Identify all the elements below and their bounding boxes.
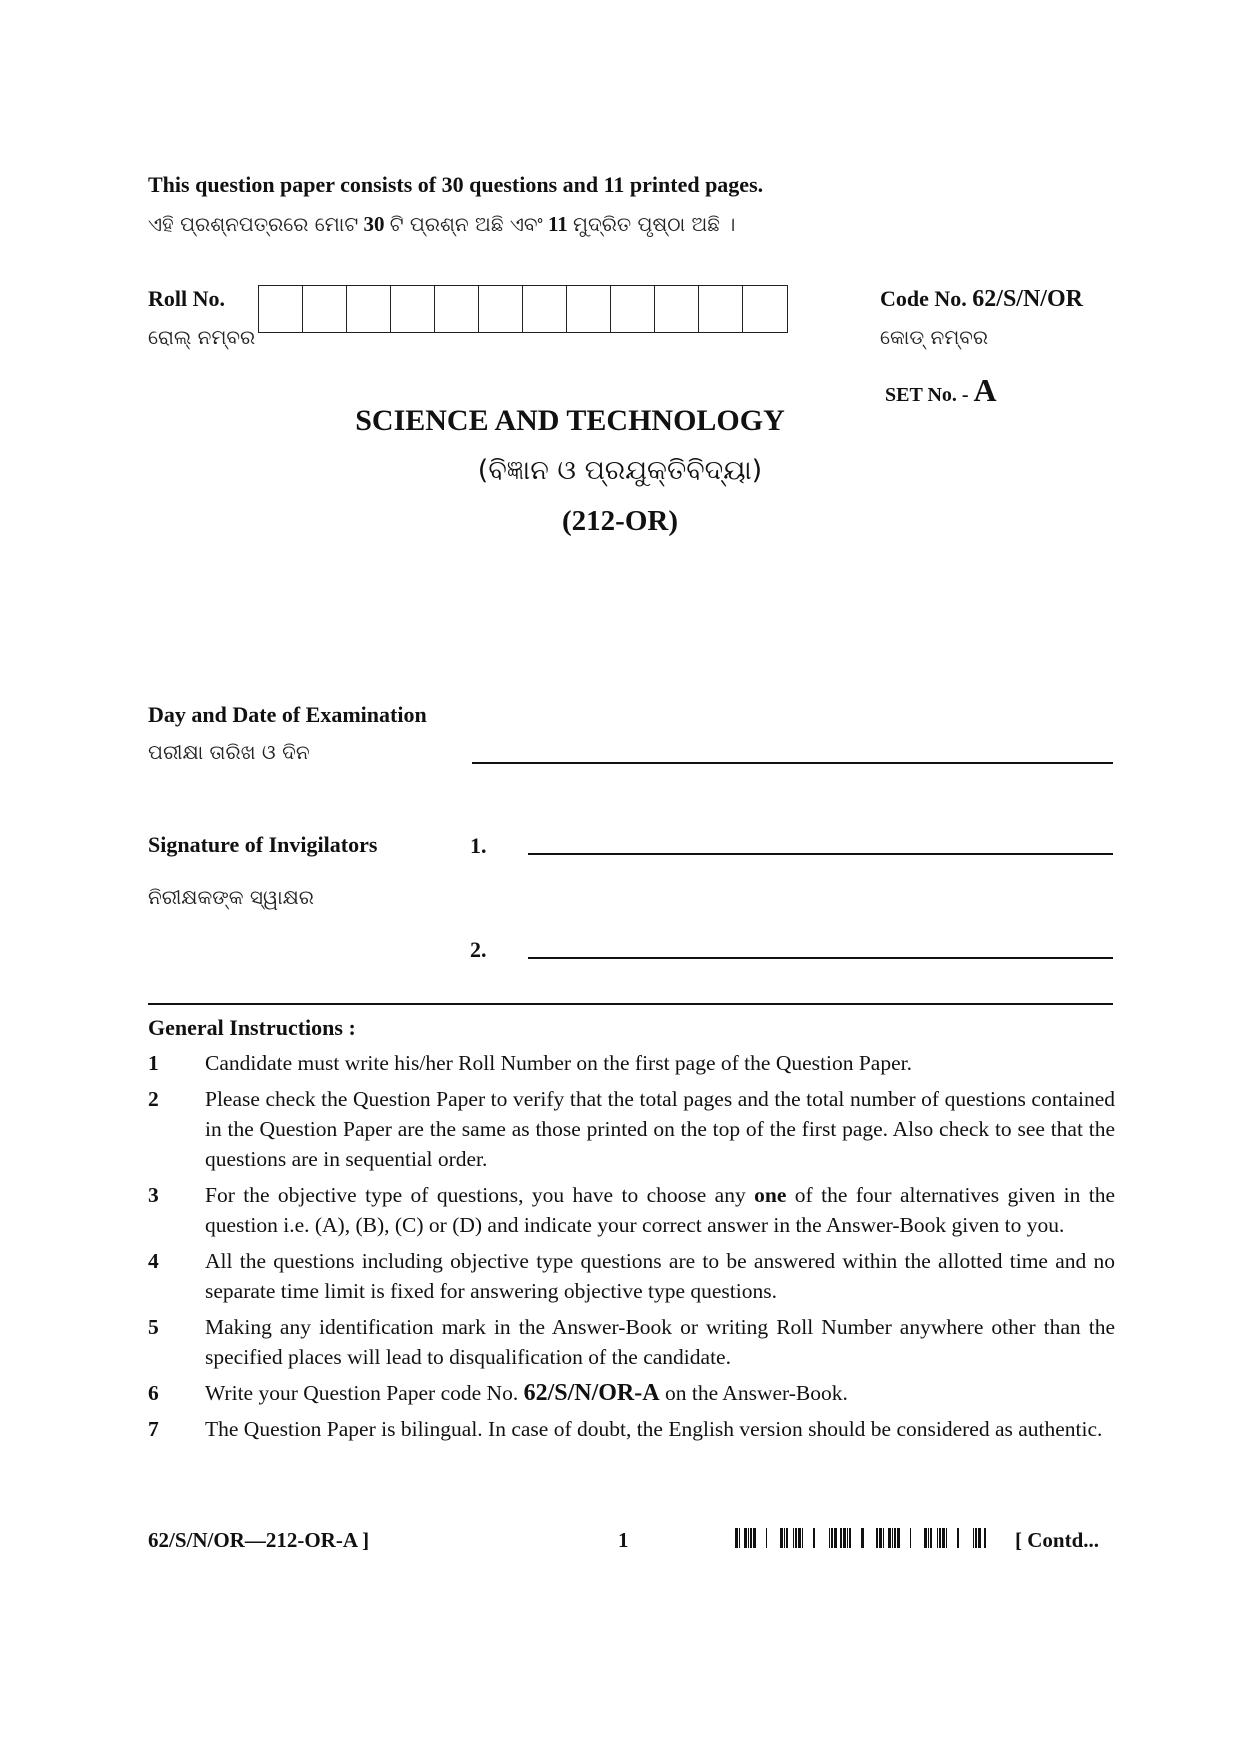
roll-number-box[interactable] — [303, 286, 347, 332]
exam-day-label: Day and Date of Examination — [148, 702, 427, 727]
instruction-item: 1 Candidate must write his/her Roll Number on the first page of the Question Paper. — [148, 1051, 912, 1075]
barcode-icon — [735, 1528, 987, 1548]
code-number-label-odia: କୋଡ୍ ନମ୍ବର — [880, 325, 989, 349]
invigilator-signature-label-odia: ନିରୀକ୍ଷକଙ୍କ ସ୍ୱାକ୍ଷର — [148, 885, 314, 909]
signature-number-1: 1. — [470, 833, 487, 858]
signature-number-2: 2. — [470, 937, 487, 962]
roll-number-label: Roll No. — [148, 286, 225, 311]
instructions-list — [148, 1048, 1115, 1450]
roll-number-box[interactable] — [479, 286, 523, 332]
signature-field-1[interactable] — [528, 853, 1113, 855]
subject-title: SCIENCE AND TECHNOLOGY — [355, 404, 785, 437]
subject-code: (212-OR) — [562, 505, 678, 537]
roll-number-box[interactable] — [259, 286, 303, 332]
code-number: Code No. 62/S/N/OR — [880, 286, 1083, 312]
instruction-item: 4 All the questions including objective type questions are to be answered within the allotted time and no separate time limit is fixed for answering objective type questions. — [148, 1249, 1115, 1303]
roll-number-box[interactable] — [655, 286, 699, 332]
exam-day-field[interactable] — [472, 762, 1113, 764]
instructions-heading: General Instructions : — [148, 1015, 356, 1040]
footer-continued: [ Contd... — [1015, 1528, 1100, 1552]
instruction-item: 6 Write your Question Paper code No. 62/S/N/OR-A on the Answer-Book. — [148, 1380, 848, 1406]
instruction-item: 5 Making any identification mark in the Answer-Book or writing Roll Number anywhere other than the specified places will lead to disqualification of the candidate. — [148, 1315, 1115, 1369]
roll-number-box[interactable] — [611, 286, 655, 332]
roll-number-box[interactable] — [699, 286, 743, 332]
roll-number-box[interactable] — [523, 286, 567, 332]
roll-number-box[interactable] — [743, 286, 787, 332]
roll-number-box[interactable] — [435, 286, 479, 332]
paper-info-odia: ଏହି ପ୍ରଶ୍ନପତ୍ରରେ ମୋଟ 30 ଟି ପ୍ରଶ୍ନ ଅଛି ଏବଂ 11 ମୁଦ୍ରିତ ପୃଷ୍ଠା ଅଛି । — [148, 212, 736, 236]
instruction-item: 3 For the objective type of questions, you have to choose any one of the four alternatives given in the question i.e. (A), (B), (C) or (D) and indicate your correct answer in the Answer-Book given to you. — [148, 1183, 1116, 1237]
footer-paper-code: 62/S/N/OR—212-OR-A ] — [148, 1528, 370, 1552]
signature-field-2[interactable] — [528, 957, 1113, 959]
subject-title-odia: (ବିଜ୍ଞାନ ଓ ପ୍ରଯୁକ୍ତିବିଦ୍ୟା) — [477, 455, 763, 486]
code-number-value: 62/S/N/OR — [972, 286, 1083, 312]
instruction-item: 7 The Question Paper is bilingual. In case of doubt, the English version should be considered as authentic. — [148, 1417, 1103, 1441]
instruction-item: 2 Please check the Question Paper to verify that the total pages and the total number of questions contained in the Question Paper are the same as those printed on the top of the first page. Also check to see that the questions are in sequential order. — [148, 1087, 1115, 1171]
roll-number-box[interactable] — [347, 286, 391, 332]
roll-number-boxes[interactable] — [258, 285, 788, 333]
roll-number-label-odia: ରୋଲ୍ ନମ୍ବର — [148, 325, 256, 349]
section-divider — [148, 1003, 1113, 1005]
set-number-value: A — [973, 372, 997, 408]
exam-day-label-odia: ପରୀକ୍ଷା ତାରିଖ ଓ ଦିନ — [148, 740, 310, 764]
set-number: SET No. - A — [885, 372, 997, 408]
roll-number-box[interactable] — [567, 286, 611, 332]
invigilator-signature-label: Signature of Invigilators — [148, 832, 378, 857]
page-number: 1 — [618, 1528, 629, 1552]
paper-info-english: This question paper consists of 30 questions and 11 printed pages. — [148, 172, 764, 197]
roll-number-box[interactable] — [391, 286, 435, 332]
